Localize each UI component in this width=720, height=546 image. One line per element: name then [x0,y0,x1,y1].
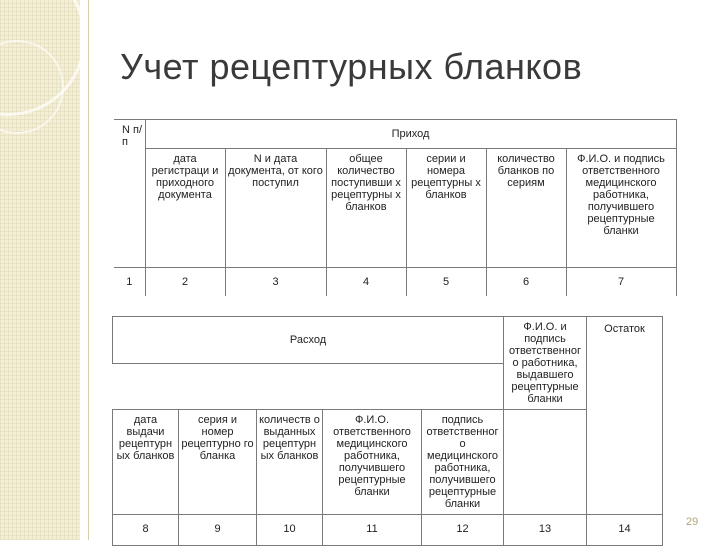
column-number: 6 [486,268,566,297]
decorative-sidebar [0,0,80,540]
income-table [114,119,677,296]
column-number: 5 [406,268,486,297]
expense-col-issued-quantity: количеств о выданных рецептурн ых бланков [257,410,323,515]
page-title: Учет рецептурных бланков [120,46,583,87]
column-number: 9 [179,515,257,546]
expense-col-balance: Остаток [587,317,663,515]
income-col-series-numbers: серии и номера рецептурны х бланков [406,149,486,268]
column-number: 8 [113,515,179,546]
income-col-quantity-by-series: количество бланков по сериям [486,149,566,268]
income-col-total-quantity: общее количество поступивши х рецептурны х бланков [326,149,406,268]
row-number-header: N п/п [114,120,145,268]
column-number: 11 [323,515,422,546]
income-col-responsible-person: Ф.И.О. и подпись ответственного медицинского работника, получившего рецептурные бланки [566,149,676,268]
income-col-document: N и дата документа, от кого поступил [225,149,326,268]
column-number: 10 [257,515,323,546]
column-number: 14 [587,515,663,546]
income-col-registration-date: дата регистраци и приходного документа [145,149,225,268]
column-number: 13 [504,515,587,546]
expense-col-issue-date: дата выдачи рецептурн ых бланков [113,410,179,515]
expense-col-recipient-signature: подпись ответственног о медицинского работника, получившего рецептурные бланки [422,410,504,515]
column-number: 3 [225,268,326,297]
column-number: 1 [114,268,145,297]
expense-col-recipient-name: Ф.И.О. ответственного медицинского работника, получившего рецептурные бланки [323,410,422,515]
expense-col-issuer: Ф.И.О. и подпись ответственног о работника, выдавшего рецептурные бланки [504,317,587,410]
expense-col-series-number: серия и номер рецептурно го бланка [179,410,257,515]
page-number: 29 [686,516,699,528]
expense-table [112,316,663,546]
income-group-header: Приход [145,120,676,149]
column-number: 2 [145,268,225,297]
column-number: 12 [422,515,504,546]
expense-col-issuer-cont [504,410,587,515]
column-number: 4 [326,268,406,297]
expense-group-header: Расход [113,317,504,364]
column-number: 7 [566,268,676,297]
sidebar-divider [88,0,89,540]
